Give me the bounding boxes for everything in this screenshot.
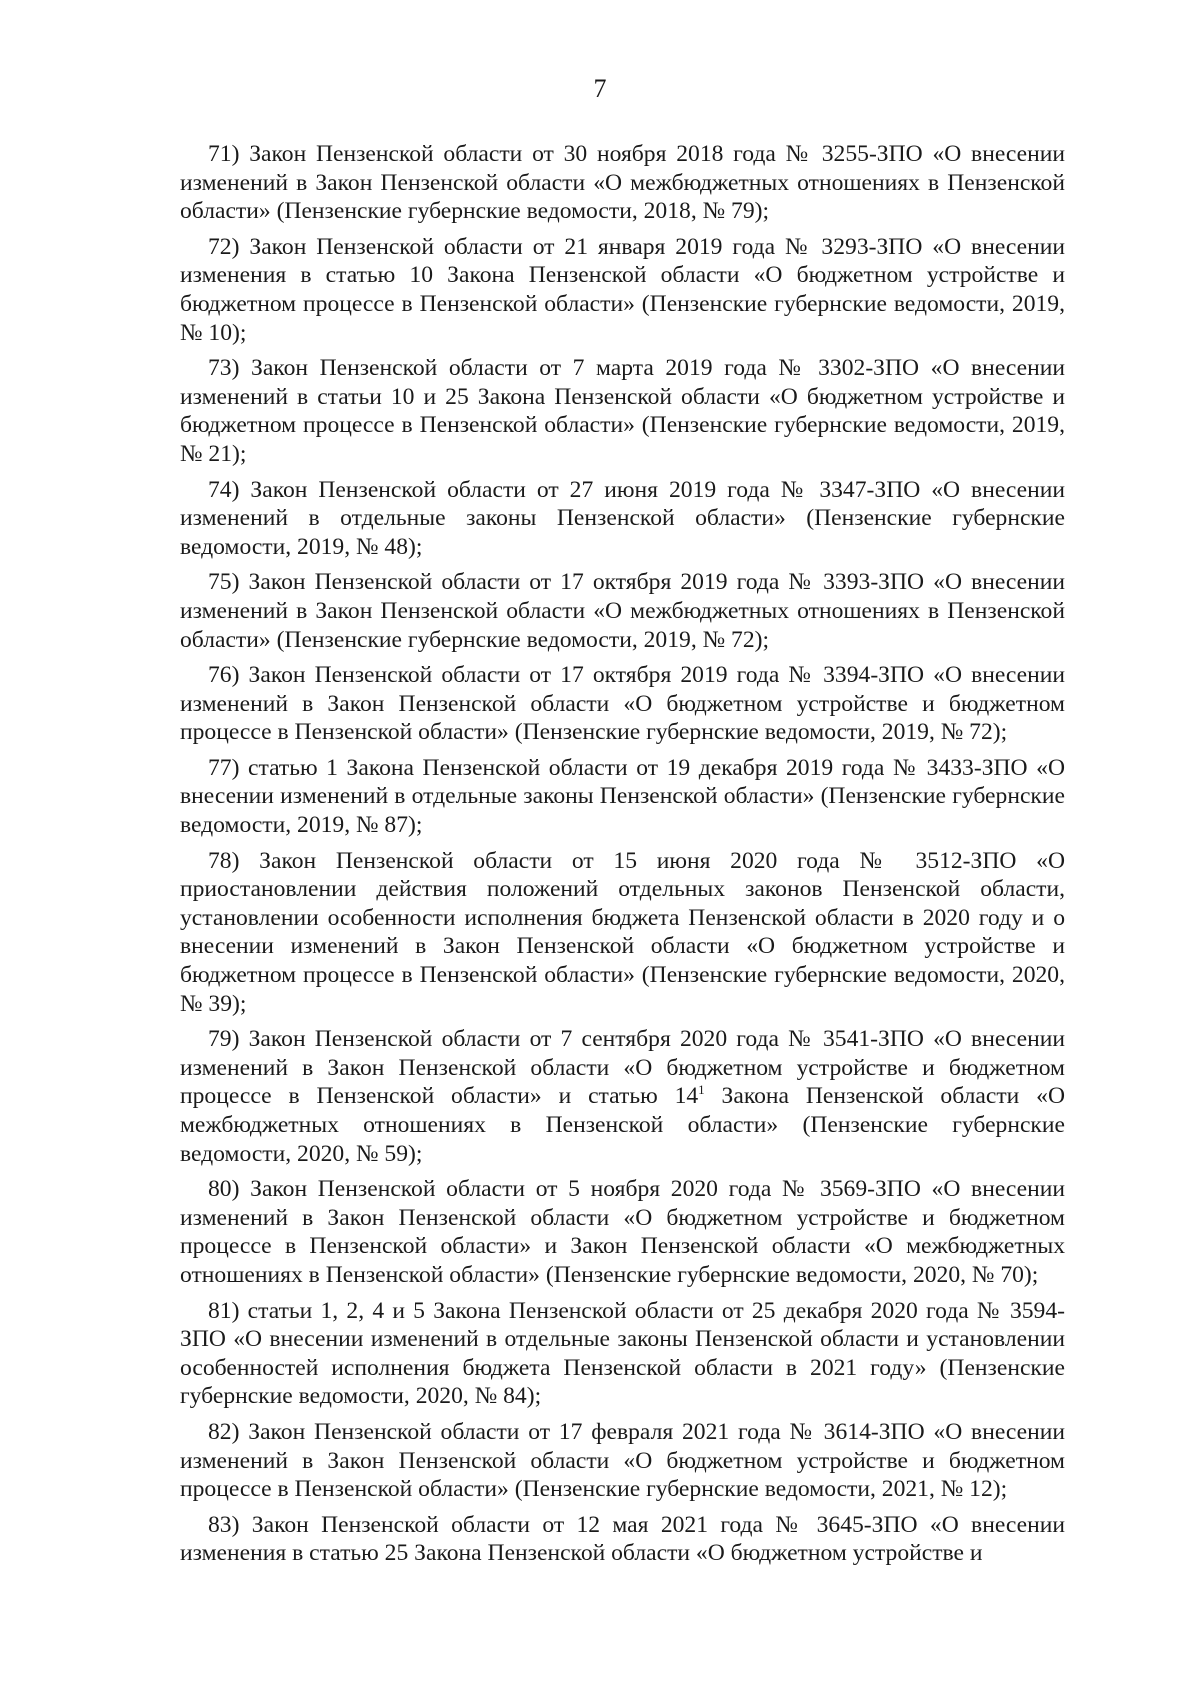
list-item-75: 75) Закон Пензенской области от 17 октября 2019 года № 3393-ЗПО «О внесении изменений в Закон Пензенской области «О межбюджетных отношениях в Пензенской области» (Пензенские губернские ведомости, 2019, № 72); xyxy=(180,569,1065,653)
list-item-81: 81) статьи 1, 2, 4 и 5 Закона Пензенской области от 25 декабря 2020 года № 3594-ЗПО «О внесении изменений в отдельные законы Пензенской области и установлении особенностей исполнения бюджета Пензенской области в 2021 году» (Пензенские губернские ведомости, 2020, № 84); xyxy=(180,1297,1065,1410)
list-item-74: 74) Закон Пензенской области от 27 июня 2019 года № 3347-ЗПО «О внесении изменений в отдельные законы Пензенской области» (Пензенские губернские ведомости, 2019, № 48); xyxy=(180,476,1065,560)
list-item-78: 78) Закон Пензенской области от 15 июня 2020 года № 3512-ЗПО «О приостановлении действия положений отдельных законов Пензенской области, установлении особенности исполнения бюджета Пензенской области в 2020 году и о внесении изменений в Закон Пензенской области «О бюджетном устройстве и бюджетном процессе в Пензенской области» (Пензенские губернские ведомости, 2020, № 39); xyxy=(180,847,1065,1017)
list-item-79-text-end: Закона Пензенской области «О межбюджетных отношениях в Пензенской области» (Пензенские губернские ведомости, 2020, № 59); xyxy=(180,1083,1065,1167)
list-item-79 xyxy=(180,1025,1065,1168)
list-item-73: 73) Закон Пензенской области от 7 марта 2019 года № 3302-ЗПО «О внесении изменений в статьи 10 и 25 Закона Пензенской области «О бюджетном устройстве и бюджетном процессе в Пензенской области» (Пензенские губернские ведомости, 2019, № 21); xyxy=(180,355,1065,467)
list-item-76: 76) Закон Пензенской области от 17 октября 2019 года № 3394-ЗПО «О внесении изменений в Закон Пензенской области «О бюджетном устройстве и бюджетном процессе в Пензенской области» (Пензенские губернские ведомости, 2019, № 72); xyxy=(180,662,1065,746)
list-item-77: 77) статью 1 Закона Пензенской области от 19 декабря 2019 года № 3433-ЗПО «О внесении изменений в отдельные законы Пензенской области» (Пензенские губернские ведомости, 2019, № 87); xyxy=(180,754,1065,839)
superscript-index: 1 xyxy=(698,1082,705,1098)
list-item-83: 83) Закон Пензенской области от 12 мая 2021 года № 3645-ЗПО «О внесении изменения в статью 25 Закона Пензенской области «О бюджетном устройстве и xyxy=(180,1511,1065,1567)
list-item-80: 80) Закон Пензенской области от 5 ноября 2020 года № 3569-ЗПО «О внесении изменений в Закон Пензенской области «О бюджетном устройстве и бюджетном процессе в Пензенской области» и Закон Пензенской области «О межбюджетных отношениях в Пензенской области» (Пензенские губернские ведомости, 2020, № 70); xyxy=(180,1176,1065,1288)
document-body xyxy=(180,140,1065,1575)
page-number: 7 xyxy=(593,74,607,103)
list-item-79-text-start: 79) Закон Пензенской области от 7 сентября 2020 года № 3541-ЗПО «О внесении изменений в Закон Пензенской области «О бюджетном устройстве и бюджетном процессе в Пензенской области» и статью 14 xyxy=(180,1026,1065,1110)
list-item-82: 82) Закон Пензенской области от 17 февраля 2021 года № 3614-ЗПО «О внесении изменений в Закон Пензенской области «О бюджетном устройстве и бюджетном процессе в Пензенской области» (Пензенские губернские ведомости, 2021, № 12); xyxy=(180,1418,1065,1503)
list-item-71: 71) Закон Пензенской области от 30 ноября 2018 года № 3255-ЗПО «О внесении изменений в Закон Пензенской области «О межбюджетных отношениях в Пензенской области» (Пензенские губернские ведомости, 2018, № 79); xyxy=(180,141,1065,225)
list-item-72: 72) Закон Пензенской области от 21 января 2019 года № 3293-ЗПО «О внесении изменения в статью 10 Закона Пензенской области «О бюджетном устройстве и бюджетном процессе в Пензенской области» (Пензенские губернские ведомости, 2019, № 10); xyxy=(180,233,1065,346)
